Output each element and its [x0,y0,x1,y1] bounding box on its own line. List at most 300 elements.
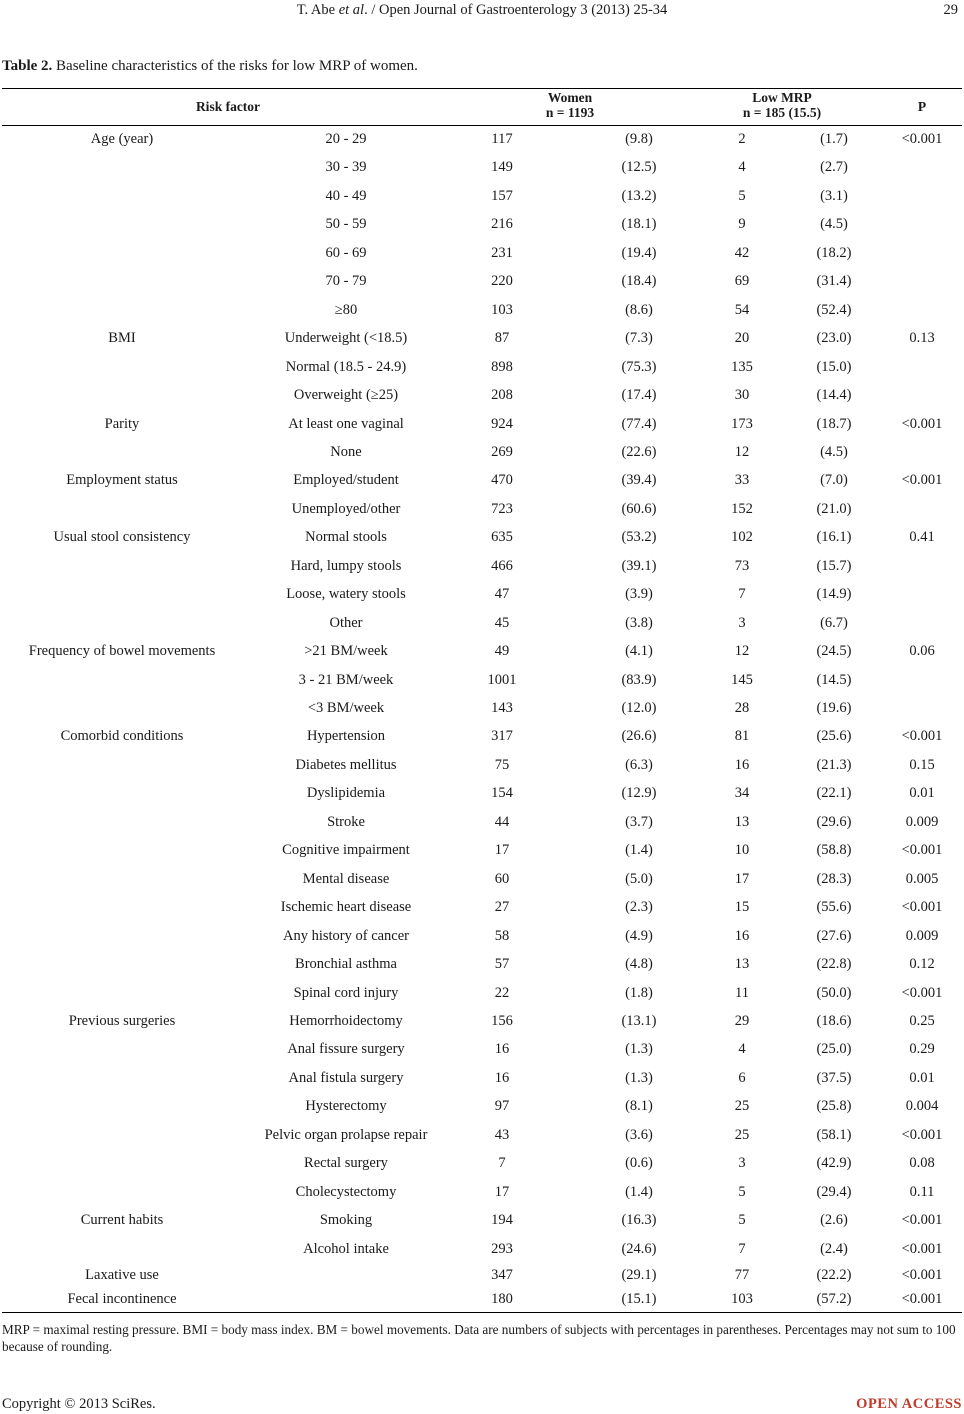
cell-low-mrp-pct: (18.7) [816,415,852,432]
cell-category: Ischemic heart disease [280,899,412,916]
cell-low-mrp-n: 5 [738,1183,746,1200]
cell-risk-factor: Previous surgeries [68,1012,176,1029]
cell-women-pct: (1.3) [625,1069,653,1086]
cell-low-mrp-pct: (25.8) [816,1098,852,1115]
copyright: Copyright © 2013 SciRes. [2,1396,156,1412]
cell-women-pct: (8.6) [625,301,653,318]
cell-p-value: <0.001 [901,984,943,1001]
cell-category: Normal stools [305,529,387,546]
cell-p-value: <0.001 [901,131,943,147]
cell-women-pct: (22.6) [621,443,657,460]
table-row [2,330,962,350]
cell-low-mrp-n: 3 [738,614,746,631]
table-row [2,757,962,777]
cell-women-n: 49 [494,643,510,660]
cell-category: Unemployed/other [291,500,401,517]
cell-low-mrp-n: 4 [738,1041,746,1058]
table-footnote: MRP = maximal resting pressure. BMI = body mass index. BM = bowel movements. Data are numbers of subjects with percentages in parentheses. Percentages may not sum to 100 because of rounding. [2,1322,956,1354]
cell-category: 60 - 69 [325,244,367,261]
cell-women-n: 470 [491,472,513,489]
cell-category: Any history of cancer [282,927,410,944]
cell-p-value: <0.001 [901,1212,943,1229]
cell-women-pct: (15.1) [621,1291,657,1307]
cell-women-n: 103 [491,301,513,318]
table-row [2,188,962,208]
cell-category: Diabetes mellitus [295,756,397,773]
cell-low-mrp-n: 7 [738,586,746,603]
open-access-label: OPEN ACCESS [856,1396,962,1412]
cell-low-mrp-pct: (25.0) [816,1041,852,1058]
cell-p-value: 0.11 [909,1183,935,1200]
table-row [2,672,962,692]
cell-low-mrp-n: 25 [734,1126,750,1143]
cell-p-value: <0.001 [901,1267,943,1283]
header-p: P [917,99,927,114]
cell-women-pct: (16.3) [621,1212,657,1229]
caption-label: Table 2. [2,58,53,74]
cell-p-value: <0.001 [901,1240,943,1257]
cell-women-pct: (77.4) [621,415,657,432]
cell-women-n: 231 [491,244,513,261]
cell-low-mrp-n: 20 [734,330,750,347]
cell-low-mrp-pct: (57.2) [816,1291,852,1307]
cell-women-pct: (1.4) [625,842,653,859]
cell-low-mrp-n: 73 [734,557,750,574]
cell-women-pct: (19.4) [621,244,657,261]
cell-low-mrp-pct: (4.5) [820,443,848,460]
cell-women-pct: (5.0) [625,870,653,887]
cell-category: Hysterectomy [305,1098,387,1115]
cell-women-pct: (60.6) [621,500,657,517]
cell-women-pct: (7.3) [625,330,653,347]
cell-women-n: 898 [491,358,513,375]
cell-women-n: 149 [491,159,513,176]
cell-category: Hypertension [306,728,386,745]
cell-women-n: 269 [491,443,513,460]
cell-low-mrp-pct: (52.4) [816,301,852,318]
cell-category: At least one vaginal [288,415,404,432]
cell-low-mrp-n: 69 [734,273,750,290]
cell-women-n: 16 [494,1041,510,1058]
cell-p-value: 0.15 [909,756,935,773]
cell-risk-factor: Comorbid conditions [60,728,184,745]
table-row [2,472,962,492]
cell-low-mrp-n: 3 [738,1155,746,1172]
table-bottom-rule [2,1312,962,1313]
cell-low-mrp-n: 13 [734,956,750,972]
cell-p-value: 0.41 [909,529,935,546]
cell-p-value: 0.009 [905,927,939,944]
cell-women-pct: (9.8) [625,131,653,147]
cell-women-n: 723 [491,500,513,517]
cell-women-pct: (39.1) [621,557,657,574]
cell-women-n: 97 [494,1098,510,1115]
cell-women-n: 16 [494,1069,510,1086]
cell-women-n: 208 [491,387,513,404]
cell-risk-factor: BMI [108,330,136,347]
table-row [2,558,962,578]
cell-p-value: <0.001 [901,472,943,489]
cell-women-n: 58 [494,927,510,944]
cell-women-n: 635 [491,529,513,546]
cell-women-n: 22 [494,984,510,1001]
cell-p-value: <0.001 [901,728,943,745]
cell-low-mrp-n: 54 [734,301,750,318]
table-caption [2,58,418,75]
cell-women-n: 47 [494,586,510,603]
cell-women-n: 293 [491,1240,513,1257]
cell-low-mrp-pct: (23.0) [816,330,852,347]
cell-women-n: 117 [491,131,513,147]
page-number: 29 [943,2,958,18]
cell-p-value: 0.004 [905,1098,939,1115]
cell-women-pct: (13.1) [621,1012,657,1029]
table-row [2,1291,962,1311]
cell-category: >21 BM/week [304,643,388,660]
cell-low-mrp-pct: (22.2) [816,1267,852,1283]
cell-category: Cholecystectomy [295,1183,397,1200]
cell-category: Spinal cord injury [293,984,399,1001]
cell-women-n: 924 [491,415,513,432]
cell-risk-factor: Frequency of bowel movements [28,643,216,660]
cell-low-mrp-n: 11 [735,984,749,1001]
cell-women-n: 60 [494,870,510,887]
cell-p-value: 0.29 [909,1041,935,1058]
cell-low-mrp-pct: (3.1) [820,187,848,204]
cell-category: Hard, lumpy stools [290,557,402,574]
cell-category: Smoking [319,1212,373,1229]
cell-low-mrp-n: 29 [734,1012,750,1029]
table-top-rule [2,88,962,89]
cell-women-pct: (0.6) [625,1155,653,1172]
cell-p-value: <0.001 [901,415,943,432]
cell-low-mrp-pct: (28.3) [816,870,852,887]
cell-low-mrp-pct: (15.0) [816,358,852,375]
table-row [2,871,962,891]
cell-low-mrp-n: 77 [734,1267,750,1283]
cell-low-mrp-n: 12 [734,443,750,460]
cell-p-value: 0.01 [909,1069,935,1086]
cell-low-mrp-pct: (27.6) [816,927,852,944]
cell-low-mrp-pct: (29.4) [816,1183,852,1200]
cell-risk-factor: Parity [104,415,140,432]
cell-category: 40 - 49 [325,187,367,204]
cell-risk-factor: Laxative use [85,1267,159,1283]
cell-category: 20 - 29 [325,131,367,147]
table-row [2,615,962,635]
cell-low-mrp-pct: (15.7) [816,557,852,574]
cell-low-mrp-pct: (2.4) [820,1240,848,1257]
cell-p-value: 0.005 [905,870,939,887]
cell-p-value: <0.001 [901,899,943,916]
table-row [2,956,962,976]
cell-risk-factor: Employment status [66,472,178,489]
cell-low-mrp-n: 7 [738,1240,746,1257]
cell-low-mrp-pct: (18.2) [816,244,852,261]
table-row [2,416,962,436]
cell-risk-factor: Usual stool consistency [53,529,191,546]
cell-low-mrp-pct: (21.3) [816,756,852,773]
cell-women-n: 17 [494,842,510,859]
cell-low-mrp-n: 12 [734,643,750,660]
table-row [2,444,962,464]
table-row [2,245,962,265]
cell-low-mrp-n: 5 [738,1212,746,1229]
cell-women-pct: (53.2) [621,529,657,546]
cell-low-mrp-n: 81 [734,728,750,745]
cell-women-pct: (13.2) [621,187,657,204]
cell-category: Mental disease [302,870,390,887]
cell-low-mrp-n: 25 [734,1098,750,1115]
cell-low-mrp-n: 16 [734,756,750,773]
cell-low-mrp-n: 102 [731,529,753,546]
cell-category: Anal fissure surgery [287,1041,405,1058]
cell-low-mrp-pct: (2.6) [820,1212,848,1229]
cell-risk-factor: Age (year) [90,131,154,147]
cell-low-mrp-n: 30 [734,387,750,404]
cell-women-pct: (6.3) [625,756,653,773]
table-row [2,131,962,151]
cell-category: Cognitive impairment [282,842,410,859]
cell-p-value: 0.06 [909,643,935,660]
cell-low-mrp-pct: (4.5) [820,216,848,233]
cell-women-pct: (3.9) [625,586,653,603]
cell-low-mrp-n: 4 [738,159,746,176]
table-row [2,1267,962,1287]
table-row [2,1013,962,1033]
table-row [2,700,962,720]
cell-women-pct: (4.9) [625,927,653,944]
cell-p-value: 0.01 [909,785,935,802]
header-low-mrp-title: Low MRP [752,90,812,105]
cell-category: 30 - 39 [325,159,367,176]
table-row [2,985,962,1005]
table-row [2,159,962,179]
cell-low-mrp-n: 17 [734,870,750,887]
cell-women-pct: (83.9) [621,671,657,688]
cell-low-mrp-pct: (22.8) [816,956,852,972]
table-row [2,273,962,293]
cell-low-mrp-pct: (25.6) [816,728,852,745]
cell-category: 3 - 21 BM/week [298,671,394,688]
cell-low-mrp-pct: (21.0) [816,500,852,517]
cell-women-n: 87 [494,330,510,347]
table-row [2,1041,962,1061]
cell-low-mrp-pct: (37.5) [816,1069,852,1086]
cell-category: <3 BM/week [307,700,385,716]
cell-low-mrp-pct: (1.7) [820,131,848,147]
cell-women-pct: (1.3) [625,1041,653,1058]
cell-women-pct: (29.1) [621,1267,657,1283]
cell-low-mrp-n: 145 [731,671,753,688]
cell-low-mrp-pct: (7.0) [820,472,848,489]
cell-low-mrp-n: 15 [734,899,750,916]
cell-women-n: 45 [494,614,510,631]
table-row [2,1241,962,1261]
cell-women-pct: (8.1) [625,1098,653,1115]
cell-category: Normal (18.5 - 24.9) [285,358,407,375]
cell-low-mrp-pct: (22.1) [816,785,852,802]
table-row [2,1070,962,1090]
cell-p-value: <0.001 [901,1291,943,1307]
cell-low-mrp-pct: (50.0) [816,984,852,1001]
cell-risk-factor: Fecal incontinence [67,1291,177,1307]
cell-women-n: 27 [494,899,510,916]
cell-low-mrp-pct: (58.1) [816,1126,852,1143]
cell-women-pct: (3.6) [625,1126,653,1143]
cell-low-mrp-pct: (29.6) [816,813,852,830]
cell-women-n: 194 [491,1212,513,1229]
cell-women-n: 347 [491,1267,513,1283]
cell-p-value: <0.001 [901,1126,943,1143]
cell-women-pct: (3.7) [625,813,653,830]
cell-women-pct: (12.0) [621,700,657,716]
cell-women-pct: (4.8) [625,956,653,972]
cell-category: Employed/student [293,472,399,489]
cell-category: Loose, watery stools [286,586,406,603]
cell-women-pct: (12.9) [621,785,657,802]
cell-category: None [330,443,362,460]
table-header-rule [2,125,962,126]
cell-p-value: 0.12 [909,956,935,972]
table-row [2,928,962,948]
cell-low-mrp-n: 33 [734,472,750,489]
journal-citation: T. Abe et al. / Open Journal of Gastroenterology 3 (2013) 25-34 [296,2,668,18]
cell-low-mrp-pct: (14.5) [816,671,852,688]
cell-low-mrp-n: 13 [734,813,750,830]
cell-category: Bronchial asthma [295,956,397,972]
table-row [2,814,962,834]
table-row [2,1098,962,1118]
cell-women-n: 7 [498,1155,506,1172]
cell-women-pct: (26.6) [621,728,657,745]
cell-p-value: <0.001 [901,842,943,859]
header-risk-factor: Risk factor [195,99,261,114]
cell-category: Underweight (<18.5) [284,330,408,347]
cell-women-n: 157 [491,187,513,204]
table-row [2,529,962,549]
table-row [2,728,962,748]
cell-category: Pelvic organ prolapse repair [264,1126,428,1143]
table-row [2,899,962,919]
table-row [2,1127,962,1147]
cell-category: Stroke [327,813,365,830]
cell-low-mrp-n: 16 [734,927,750,944]
cell-category: Anal fistula surgery [288,1069,404,1086]
cell-category: Overweight (≥25) [293,387,399,404]
cell-category: Rectal surgery [304,1155,388,1172]
table-header [2,90,962,124]
caption-text: Baseline characteristics of the risks for low MRP of women. [52,58,418,74]
cell-low-mrp-pct: (42.9) [816,1155,852,1172]
cell-women-n: 317 [491,728,513,745]
cell-low-mrp-n: 152 [731,500,753,517]
running-head [0,2,964,22]
cell-women-pct: (1.4) [625,1183,653,1200]
cell-low-mrp-pct: (24.5) [816,643,852,660]
header-women [452,90,688,120]
cell-p-value: 0.009 [905,813,939,830]
cell-women-pct: (3.8) [625,614,653,631]
cell-category: ≥80 [334,301,358,318]
cell-risk-factor: Current habits [80,1212,164,1229]
table-row [2,586,962,606]
table-row [2,302,962,322]
cell-category: 70 - 79 [325,273,367,290]
cell-women-n: 466 [491,557,513,574]
cell-low-mrp-pct: (14.4) [816,387,852,404]
cell-women-n: 57 [494,956,510,972]
cell-women-pct: (12.5) [621,159,657,176]
cell-low-mrp-n: 135 [731,358,753,375]
cell-low-mrp-n: 34 [734,785,750,802]
cell-women-n: 75 [494,756,510,773]
table-row [2,1184,962,1204]
cell-low-mrp-n: 10 [734,842,750,859]
cell-women-n: 216 [491,216,513,233]
table-row [2,785,962,805]
cell-low-mrp-n: 173 [731,415,753,432]
cell-women-pct: (1.8) [625,984,653,1001]
cell-women-n: 44 [494,813,510,830]
cell-women-n: 1001 [487,671,517,688]
cell-low-mrp-n: 6 [738,1069,746,1086]
cell-category: Alcohol intake [303,1240,389,1257]
cell-low-mrp-n: 42 [734,244,750,261]
table-row [2,501,962,521]
cell-low-mrp-pct: (18.6) [816,1012,852,1029]
cell-women-n: 220 [491,273,513,290]
cell-women-n: 17 [494,1183,510,1200]
cell-women-pct: (75.3) [621,358,657,375]
header-women-title: Women [547,90,593,105]
table-row [2,1155,962,1175]
table-row [2,842,962,862]
cell-low-mrp-pct: (19.6) [816,700,852,716]
cell-low-mrp-n: 9 [738,216,746,233]
cell-low-mrp-pct: (58.8) [816,842,852,859]
table-row [2,216,962,236]
cell-low-mrp-n: 2 [738,131,746,147]
cell-women-pct: (18.4) [621,273,657,290]
cell-low-mrp-n: 103 [731,1291,753,1307]
cell-women-n: 156 [491,1012,513,1029]
cell-women-pct: (39.4) [621,472,657,489]
cell-low-mrp-pct: (31.4) [816,273,852,290]
cell-low-mrp-pct: (14.9) [816,586,852,603]
cell-p-value: 0.25 [909,1012,935,1029]
cell-low-mrp-pct: (16.1) [816,529,852,546]
cell-category: Other [329,614,363,631]
cell-low-mrp-n: 28 [734,700,750,716]
header-low-mrp-n: n = 185 (15.5) [742,105,822,120]
table-row [2,1212,962,1232]
cell-women-pct: (24.6) [621,1240,657,1257]
cell-women-n: 180 [491,1291,513,1307]
header-women-n: n = 1193 [545,105,595,120]
cell-women-n: 143 [491,700,513,716]
cell-p-value: 0.08 [909,1155,935,1172]
cell-women-pct: (18.1) [621,216,657,233]
table-row [2,359,962,379]
cell-women-pct: (4.1) [625,643,653,660]
table-row [2,387,962,407]
cell-women-n: 154 [491,785,513,802]
cell-women-n: 43 [494,1126,510,1143]
cell-p-value: 0.13 [909,330,935,347]
cell-women-pct: (17.4) [621,387,657,404]
cell-women-pct: (2.3) [625,899,653,916]
